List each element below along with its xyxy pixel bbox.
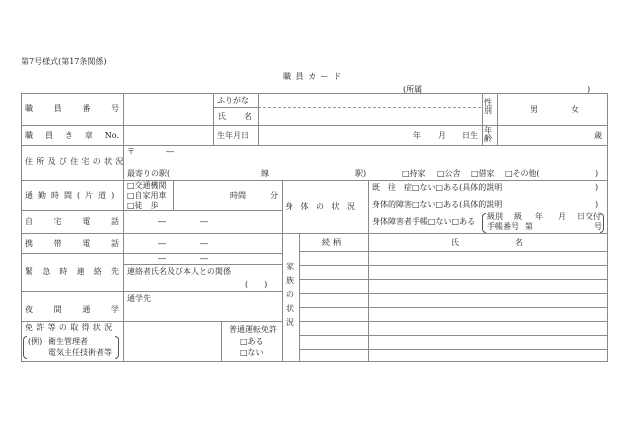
page-title: 職 員 カ ー ド	[283, 72, 343, 81]
emergency-label: 緊 急 時 連 絡 先	[25, 267, 119, 276]
family-col-name: 氏 名	[451, 238, 523, 247]
night-school-label: 夜 間 通 学	[25, 305, 119, 314]
emergency-dash-2: ―	[200, 254, 208, 263]
handbook-issue-unit: 日交付	[577, 212, 601, 221]
family-name-input[interactable]	[370, 322, 609, 336]
driver-license-no[interactable]: □ない	[240, 348, 264, 357]
family-name-input[interactable]	[370, 252, 609, 266]
handbook-month-unit: 月	[558, 212, 566, 221]
birthdate-input[interactable]	[260, 127, 404, 145]
family-col-relation: 続柄	[322, 238, 344, 247]
commute-mode-transit[interactable]: □交通機関	[127, 181, 167, 190]
name-label: 氏 名	[218, 112, 252, 121]
housing-rented[interactable]: □借家	[471, 169, 495, 178]
driver-license-yes[interactable]: □ある	[240, 337, 264, 346]
handbook-number-label: 手帳番号	[487, 222, 519, 231]
age-label: 年齢	[484, 126, 492, 143]
name-input[interactable]	[260, 109, 484, 125]
example-1: 衛生管理者	[48, 337, 88, 346]
example-prefix: (例)	[28, 337, 43, 346]
family-name-input[interactable]	[370, 280, 609, 294]
staff-number-input[interactable]	[125, 95, 215, 125]
family-relation-input[interactable]	[301, 280, 370, 294]
commute-hours-unit: 時間	[230, 191, 246, 200]
age-input[interactable]	[500, 127, 594, 145]
mobile-phone-label: 携 帯 電 話	[25, 239, 119, 248]
family-name-input[interactable]	[370, 336, 609, 350]
furigana-label: ふりがな	[217, 96, 249, 105]
housing-other-close: )	[595, 169, 599, 178]
birth-month-unit: 月	[438, 131, 446, 140]
licenses-input[interactable]	[125, 323, 223, 361]
staff-number-label: 職 員 番 号	[25, 104, 119, 113]
handbook-bracket-left	[482, 213, 486, 233]
school-input[interactable]	[125, 304, 284, 321]
family-relation-input[interactable]	[301, 294, 370, 308]
line-label: 線	[261, 169, 269, 178]
commute-minutes-unit: 分	[270, 191, 278, 200]
handbook-number-suffix: 号	[594, 222, 602, 231]
commute-mode-car[interactable]: □自家用車	[127, 191, 167, 200]
badge-input[interactable]	[125, 127, 215, 145]
family-relation-input[interactable]	[301, 336, 370, 350]
commute-mode-walk[interactable]: □徒 歩	[127, 201, 159, 210]
example-bracket-left	[23, 336, 27, 359]
emergency-contact-input[interactable]	[125, 277, 244, 291]
family-relation-input[interactable]	[301, 252, 370, 266]
family-relation-input[interactable]	[301, 322, 370, 336]
driver-license-label: 普通運転免許	[229, 325, 277, 334]
housing-official[interactable]: □公舎	[437, 169, 461, 178]
form-number: 第7号様式(第17条関係)	[21, 57, 107, 66]
mobile-phone-input[interactable]	[125, 235, 284, 253]
postal-mark: 〒	[127, 147, 135, 156]
health-disability-close: )	[595, 200, 599, 209]
health-handbook[interactable]: 身体障害者手帳□ない□ある	[372, 217, 476, 226]
example-2: 電気主任技術者等	[48, 348, 112, 357]
home-phone-label: 自 宅 電 話	[25, 217, 119, 226]
affiliation-close: )	[587, 85, 591, 94]
badge-label: 職 員 き 章 No.	[25, 131, 119, 140]
address-label: 住所及び住宅の状況	[25, 157, 127, 166]
licenses-label: 免許等の取得状況	[25, 323, 116, 332]
example-bracket-right	[115, 336, 119, 359]
emergency-relationship-paren: ( )	[245, 280, 268, 289]
housing-owned[interactable]: □持家	[402, 169, 426, 178]
handbook-grade-unit: 級	[514, 212, 522, 221]
handbook-number-prefix: 第	[525, 222, 533, 231]
mobile-phone-dash-2: ―	[200, 239, 208, 248]
family-name-input[interactable]	[370, 308, 609, 322]
health-history-close: )	[595, 183, 599, 192]
health-label: 身体の状況	[285, 202, 363, 211]
home-phone-input[interactable]	[125, 212, 284, 233]
furigana-input[interactable]	[260, 95, 484, 108]
health-disability[interactable]: 身体的障害□ない□ある(具体的説明	[372, 200, 503, 209]
birthdate-label: 生年月日	[217, 131, 249, 140]
school-label: 通学先	[127, 294, 151, 303]
handbook-grade-label: 級別	[487, 212, 503, 221]
age-unit: 歳	[594, 131, 602, 140]
health-history[interactable]: 既 往 症□ない□ある(具体的説明	[372, 183, 503, 192]
emergency-dash-1: ―	[158, 254, 166, 263]
family-name-input[interactable]	[370, 266, 609, 280]
address-input[interactable]	[180, 147, 604, 161]
family-relation-input[interactable]	[301, 266, 370, 280]
home-phone-dash-2: ―	[200, 217, 208, 226]
postal-dash: ―	[166, 147, 174, 156]
birth-year-unit: 年	[413, 131, 421, 140]
station-suffix: 駅)	[355, 169, 367, 178]
sex-option-male[interactable]: 男	[530, 105, 538, 114]
station-prefix: 最寄りの駅(	[127, 169, 171, 178]
handbook-year-unit: 年	[535, 212, 543, 221]
sex-label: 性別	[484, 98, 492, 115]
family-name-input[interactable]	[370, 294, 609, 308]
home-phone-dash-1: ―	[158, 217, 166, 226]
sex-option-female[interactable]: 女	[571, 105, 579, 114]
housing-other[interactable]: □その他(	[505, 169, 540, 178]
affiliation-label: (所属	[403, 85, 423, 94]
birth-day-unit: 日生	[462, 131, 478, 140]
family-relation-input[interactable]	[301, 308, 370, 322]
mobile-phone-dash-1: ―	[158, 239, 166, 248]
commute-label: 通勤時間(片道)	[25, 191, 120, 200]
emergency-contact-label: 連絡者氏名及び本人との関係	[127, 267, 231, 276]
